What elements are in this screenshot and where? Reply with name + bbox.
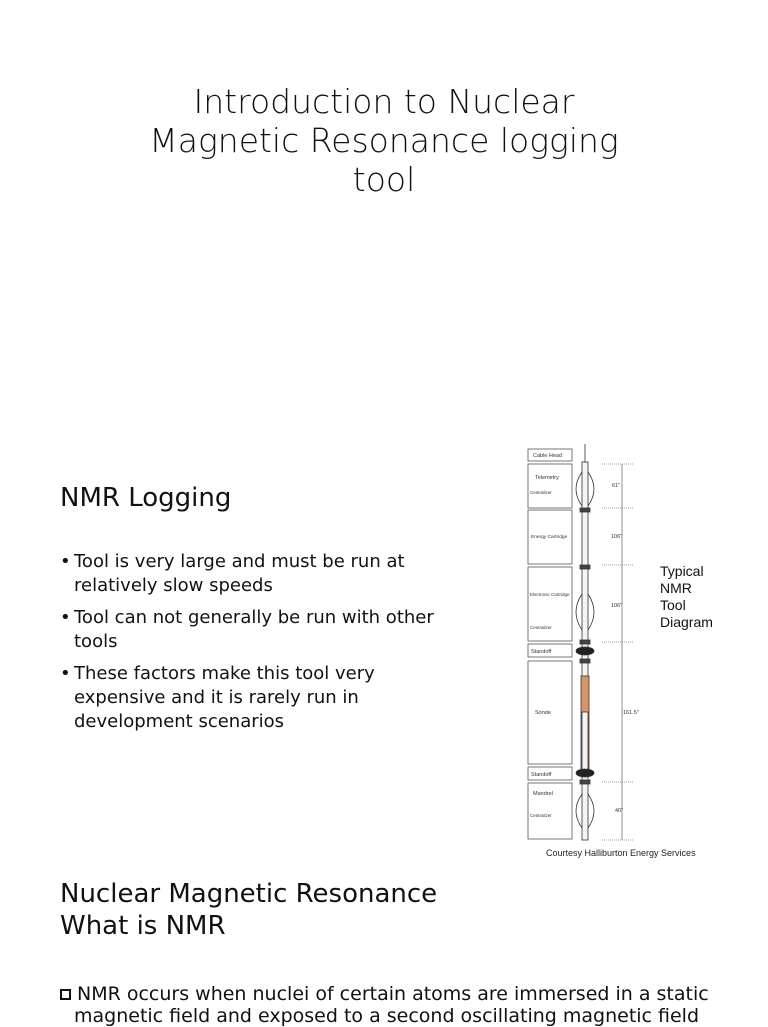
nmr-logging-heading: NMR Logging (60, 483, 232, 513)
bullet-dot-icon: • (60, 551, 71, 572)
heading-line: Nuclear Magnetic Resonance (60, 879, 438, 909)
slide-title (84, 82, 684, 199)
item-text: NMR occurs when nuclei of certain atoms are immersed in a static (77, 983, 709, 1005)
bullet-text: development scenarios (74, 711, 285, 732)
bullet-item (60, 606, 460, 654)
diagram-label-centralizer-3: Centralizer (530, 813, 552, 818)
nmr-section-heading (60, 878, 437, 942)
checkbox-icon (60, 989, 71, 1000)
diagram-label-sonde: Sonde (535, 710, 551, 716)
diagram-label-mandrel: Mandrel (533, 791, 553, 797)
bullet-text: Tool can not generally be run with other (74, 607, 434, 628)
caption-line: Typical (660, 563, 704, 579)
diagram-dimension: 61" (612, 483, 621, 489)
diagram-dimension: 161.5" (623, 710, 639, 716)
heading-line: What is NMR (60, 911, 226, 941)
nmr-tool-diagram (522, 444, 762, 864)
caption-line: NMR (660, 580, 692, 596)
item-text: magnetic field and exposed to a second oscillating magnetic field (74, 1005, 700, 1027)
diagram-dimension: 106" (611, 534, 623, 540)
diagram-label-centralizer: Centralizer (530, 490, 552, 495)
bullet-item (60, 550, 460, 598)
checkbox-item (60, 983, 750, 1027)
title-line-3: tool (352, 160, 416, 199)
diagram-label-standoff-2: Standoff (531, 772, 552, 778)
title-line-1: Introduction to Nuclear (193, 82, 575, 121)
bullet-dot-icon: • (60, 663, 71, 684)
bullet-list (60, 550, 460, 742)
diagram-label-centralizer-2: Centralizer (530, 625, 552, 630)
bullet-item (60, 662, 460, 734)
bullet-dot-icon: • (60, 607, 71, 628)
bullet-text: relatively slow speeds (74, 575, 273, 596)
caption-line: Diagram (660, 614, 713, 630)
bullet-text: These factors make this tool very (74, 663, 375, 684)
diagram-courtesy: Courtesy Halliburton Energy Services (546, 848, 696, 858)
diagram-label-telemetry: Telemetry (535, 475, 559, 481)
caption-line: Tool (660, 597, 686, 613)
diagram-dimension: 106" (611, 603, 623, 609)
diagram-dimension: 40" (615, 808, 624, 814)
diagram-label-cable-head: Cable Head (533, 453, 563, 459)
diagram-label-energy-cartridge: Energy Cartridge (531, 535, 568, 540)
title-line-2: Magnetic Resonance logging (149, 121, 619, 160)
diagram-caption (660, 563, 713, 631)
bullet-text: Tool is very large and must be run at (74, 551, 405, 572)
bullet-text: tools (74, 631, 118, 652)
diagram-label-standoff: Standoff (531, 649, 552, 655)
diagram-label-electronic-cartridge: Electronic Cartridge (530, 592, 570, 597)
bullet-text: expensive and it is rarely run in (74, 687, 359, 708)
